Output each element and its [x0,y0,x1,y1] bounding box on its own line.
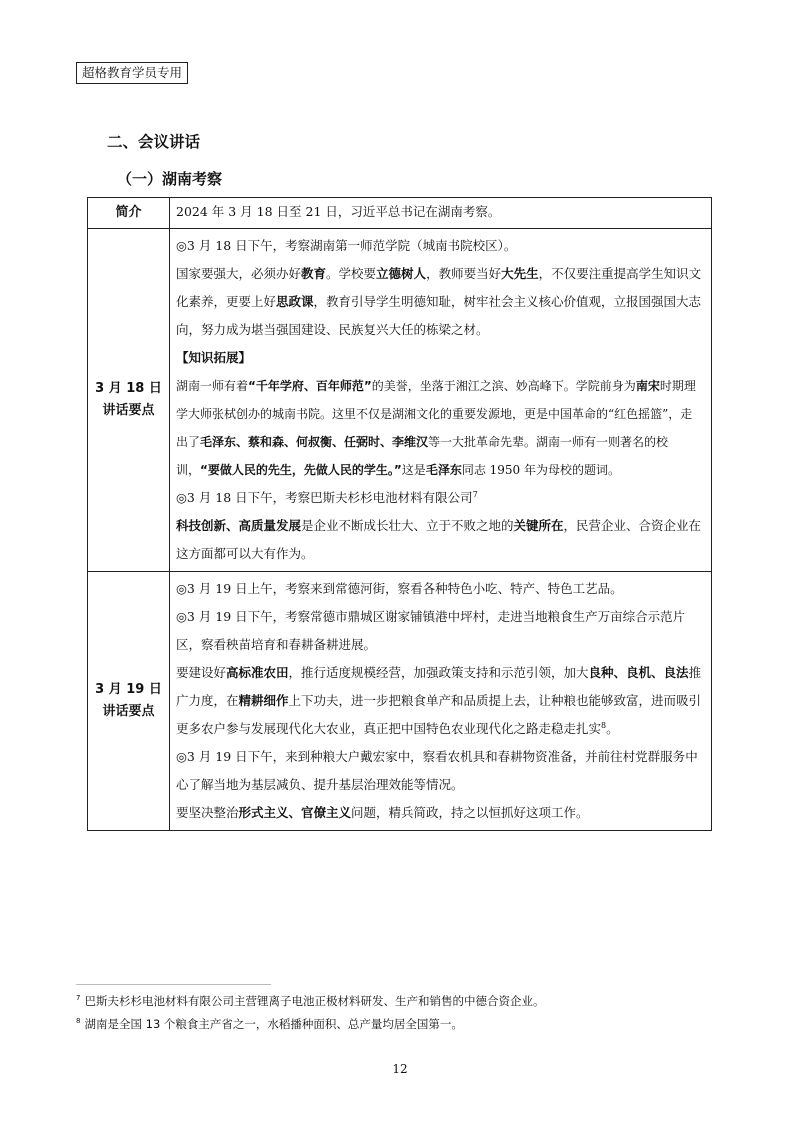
subsection-title: （一）湖南考察 [117,170,223,188]
day1-para1: 国家要强大，必须办好教育。学校要立德树人，教师要当好大先生，不仅要注重提高学生知识文化素养，更要上好思政课，教育引导学生明德知耻，树牢社会主义核心价值观，立报国强国大志向，努力成为堪当强国建设、民族复兴大任的栋梁之材。 [176,266,702,337]
day2-para2: 要坚决整治形式主义、官僚主义问题，精兵简政，持之以恒抓好这项工作。 [176,805,589,820]
day1-label-title: 讲话要点 [102,403,155,418]
day2-visit1: ◎3 月 19 日上午，考察来到常德河街，察看各种特色小吃、特产、特色工艺品。 [176,581,623,596]
day2-visit3: ◎3 月 19 日下午，来到种粮大户戴宏家中，察看农机具和春耕物资准备，并前往村党群服务中心了解当地为基层减负、提升基层治理效能等情况。 [176,749,698,792]
knowledge-heading: 【知识拓展】 [176,350,252,365]
footnote-number: 8 [76,1017,81,1026]
day1-label-date: 3 月 18 日 [95,381,162,396]
knowledge-paragraph: 湖南一师有着“千年学府、百年师范”的美誉，坐落于湘江之滨、妙高峰下。学院前身为南宋时期理学大师张栻创办的城南书院。这里不仅是湖湘文化的重要发源地，更是中国革命的“红色摇篮”，走出了毛泽东、蔡和森、何叔衡、任弼时、李维汉等一大批革命先辈。湖南一师有一则著名的校训，“要做人民的先生，先做人民的学生。”这是毛泽东同志 1950 年为母校的题词。 [176,379,696,477]
table-row-day2 [88,572,712,831]
day1-visit2: ◎3 月 18 日下午，考察巴斯夫杉杉电池材料有限公司$^7$ [176,489,478,505]
footnote-divider [76,984,271,985]
day2-visit2: ◎3 月 19 日下午，考察常德市鼎城区谢家铺镇港中坪村，走进当地粮食生产万亩综合示范片区，察看秧苗培育和春耕备耕进展。 [176,609,686,652]
day2-label-title: 讲话要点 [102,704,155,719]
footnote-8 [76,1016,463,1032]
day1-content [170,229,712,572]
section-title: 二、会议讲话 [107,133,201,151]
footnote-7 [76,993,544,1009]
day1-para2: 科技创新、高质量发展是企业不断成长壮大、立于不败之地的关键所在，民营企业、合资企业在这方面都可以大有作为。 [176,518,702,561]
watermark-label: 超格教育学员专用 [76,62,188,84]
footnote-text: 巴斯夫杉杉电池材料有限公司主营锂离子电池正极材料研发、生产和销售的中德合资企业。 [84,994,545,1008]
intro-label: 简介 [88,198,170,229]
page-number: 12 [392,1062,408,1076]
footnote-text: 湖南是全国 13 个粮食主产省之一，水稻播种面积、总产量均居全国第一。 [84,1017,463,1031]
footnote-ref-8[interactable]: 8 [601,720,607,730]
table-row-intro [88,198,712,229]
day2-label-date: 3 月 19 日 [95,682,162,697]
day1-label [88,229,170,572]
table-row-day1 [88,229,712,572]
footnote-number: 7 [76,994,81,1003]
intro-text: 2024 年 3 月 18 日至 21 日，习近平总书记在湖南考察。 [170,198,712,229]
summary-table [87,197,712,831]
day2-content [170,572,712,831]
day1-visit1: ◎3 月 18 日下午，考察湖南第一师范学院（城南书院校区）。 [176,238,517,253]
day2-para1: 要建设好高标准农田，推行适度规模经营，加强政策支持和示范引领，加大良种、良机、良法推广力度，在精耕细作上下功夫，进一步把粮食单产和品质提上去，让种粮也能够致富，进而吸引更多农户参与发展现代化大农业，真正把中国特色农业现代化之路走稳走扎实$^8$。 [176,665,702,736]
footnote-ref-7[interactable]: 7 [472,489,478,499]
day2-label [88,572,170,831]
